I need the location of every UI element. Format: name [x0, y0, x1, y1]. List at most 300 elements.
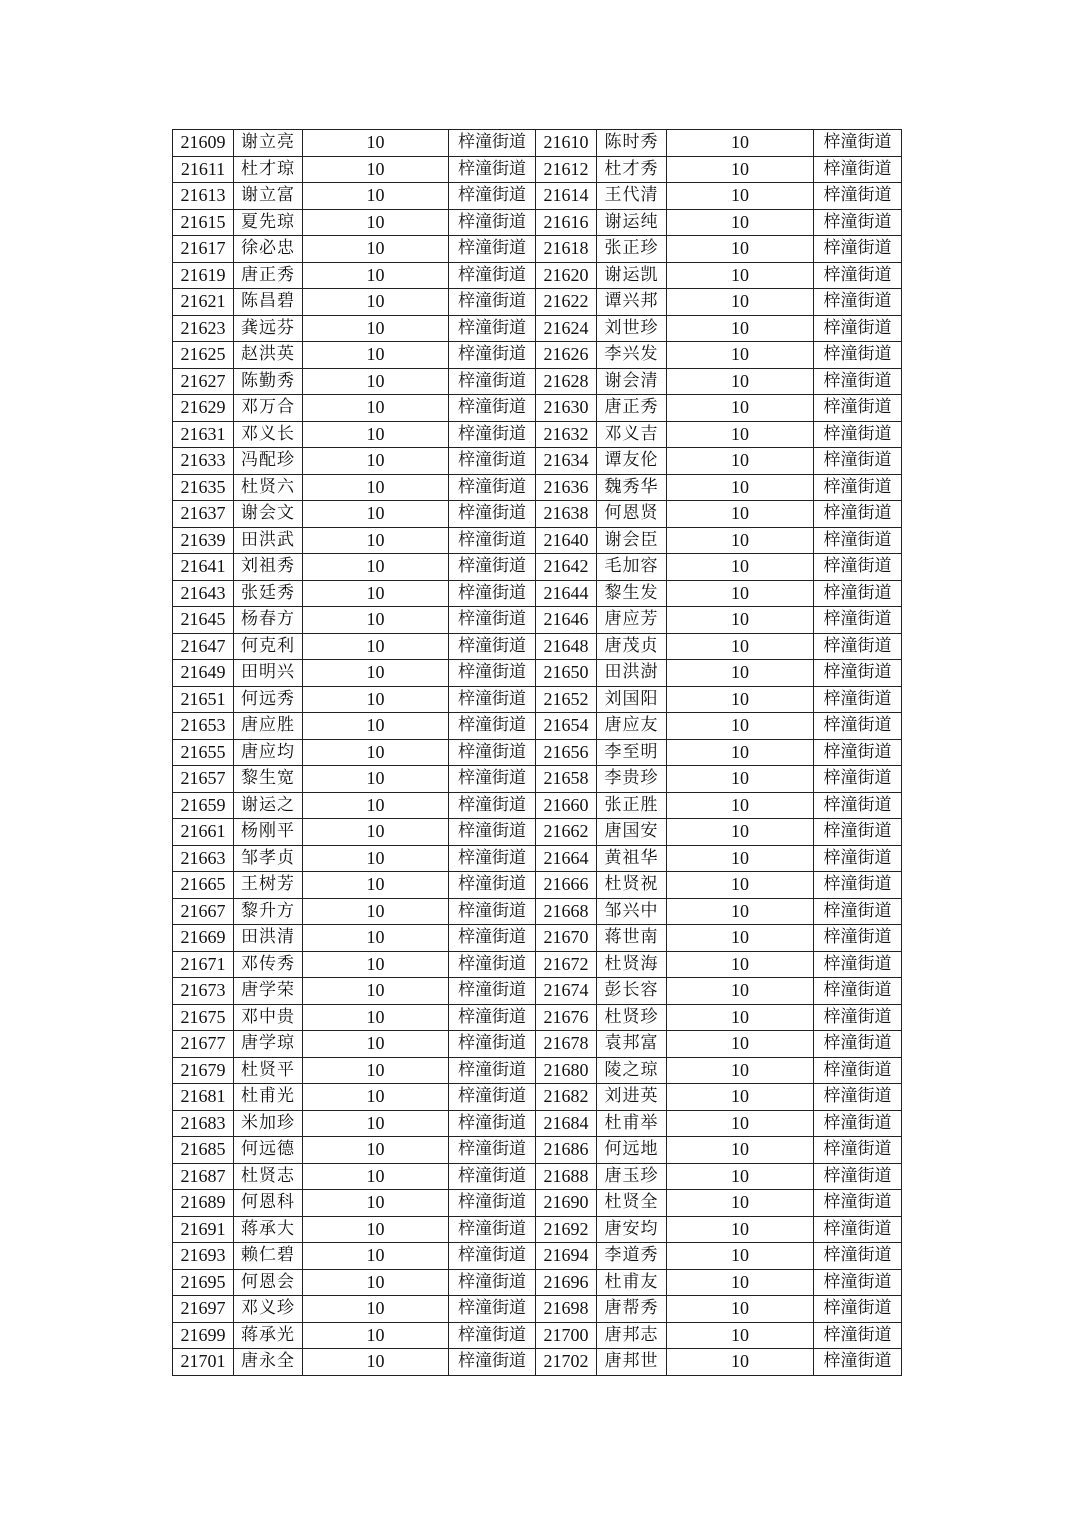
table-row: [173, 1190, 902, 1217]
street-name-cell: 梓潼街道: [449, 845, 536, 872]
amount-cell: 10: [303, 1296, 449, 1323]
person-name-cell: 杜才琼: [234, 156, 303, 183]
person-name-cell: 李道秀: [597, 1243, 667, 1270]
amount-cell: 10: [303, 1057, 449, 1084]
street-name-cell: 梓潼街道: [449, 819, 536, 846]
amount-cell: 10: [303, 580, 449, 607]
record-id-cell: 21671: [173, 951, 234, 978]
table-row: [173, 1322, 902, 1349]
table-row: [173, 1296, 902, 1323]
amount-cell: 10: [303, 633, 449, 660]
street-name-cell: 梓潼街道: [449, 1269, 536, 1296]
amount-cell: 10: [303, 739, 449, 766]
amount-cell: 10: [667, 474, 814, 501]
table-row: [173, 872, 902, 899]
person-name-cell: 谢会清: [597, 368, 667, 395]
amount-cell: 10: [303, 713, 449, 740]
table-row: [173, 395, 902, 422]
person-name-cell: 邓万合: [234, 395, 303, 422]
street-name-cell: 梓潼街道: [814, 1137, 902, 1164]
person-name-cell: 何远地: [597, 1137, 667, 1164]
person-name-cell: 冯配珍: [234, 448, 303, 475]
amount-cell: 10: [667, 554, 814, 581]
street-name-cell: 梓潼街道: [814, 951, 902, 978]
amount-cell: 10: [667, 819, 814, 846]
street-name-cell: 梓潼街道: [449, 633, 536, 660]
amount-cell: 10: [667, 925, 814, 952]
amount-cell: 10: [303, 1084, 449, 1111]
street-name-cell: 梓潼街道: [814, 819, 902, 846]
street-name-cell: 梓潼街道: [449, 580, 536, 607]
person-name-cell: 谢运凯: [597, 262, 667, 289]
record-id-cell: 21633: [173, 448, 234, 475]
record-id-cell: 21627: [173, 368, 234, 395]
amount-cell: 10: [667, 1004, 814, 1031]
amount-cell: 10: [667, 739, 814, 766]
amount-cell: 10: [303, 501, 449, 528]
person-name-cell: 谢会臣: [597, 527, 667, 554]
table-row: [173, 209, 902, 236]
street-name-cell: 梓潼街道: [449, 1322, 536, 1349]
table-row: [173, 156, 902, 183]
amount-cell: 10: [667, 898, 814, 925]
amount-cell: 10: [667, 1269, 814, 1296]
amount-cell: 10: [303, 1190, 449, 1217]
person-name-cell: 唐正秀: [234, 262, 303, 289]
amount-cell: 10: [667, 421, 814, 448]
person-name-cell: 唐帮秀: [597, 1296, 667, 1323]
person-name-cell: 蒋承光: [234, 1322, 303, 1349]
record-id-cell: 21673: [173, 978, 234, 1005]
street-name-cell: 梓潼街道: [449, 792, 536, 819]
table-row: [173, 368, 902, 395]
amount-cell: 10: [667, 845, 814, 872]
table-row: [173, 580, 902, 607]
person-name-cell: 刘祖秀: [234, 554, 303, 581]
person-name-cell: 田洪澍: [597, 660, 667, 687]
table-row: [173, 660, 902, 687]
roster-table-body: [173, 130, 902, 1376]
person-name-cell: 刘世珍: [597, 315, 667, 342]
record-id-cell: 21662: [536, 819, 597, 846]
record-id-cell: 21684: [536, 1110, 597, 1137]
street-name-cell: 梓潼街道: [814, 1190, 902, 1217]
street-name-cell: 梓潼街道: [449, 1137, 536, 1164]
record-id-cell: 21691: [173, 1216, 234, 1243]
amount-cell: 10: [303, 315, 449, 342]
record-id-cell: 21668: [536, 898, 597, 925]
record-id-cell: 21676: [536, 1004, 597, 1031]
record-id-cell: 21702: [536, 1349, 597, 1376]
street-name-cell: 梓潼街道: [449, 289, 536, 316]
table-row: [173, 739, 902, 766]
person-name-cell: 何恩科: [234, 1190, 303, 1217]
table-row: [173, 130, 902, 157]
street-name-cell: 梓潼街道: [449, 686, 536, 713]
amount-cell: 10: [667, 607, 814, 634]
amount-cell: 10: [303, 925, 449, 952]
record-id-cell: 21636: [536, 474, 597, 501]
amount-cell: 10: [303, 395, 449, 422]
street-name-cell: 梓潼街道: [814, 1031, 902, 1058]
record-id-cell: 21663: [173, 845, 234, 872]
record-id-cell: 21626: [536, 342, 597, 369]
table-row: [173, 607, 902, 634]
street-name-cell: 梓潼街道: [449, 527, 536, 554]
person-name-cell: 陈时秀: [597, 130, 667, 157]
record-id-cell: 21616: [536, 209, 597, 236]
record-id-cell: 21672: [536, 951, 597, 978]
person-name-cell: 杜贤祝: [597, 872, 667, 899]
street-name-cell: 梓潼街道: [814, 898, 902, 925]
person-name-cell: 魏秀华: [597, 474, 667, 501]
amount-cell: 10: [303, 872, 449, 899]
record-id-cell: 21686: [536, 1137, 597, 1164]
record-id-cell: 21666: [536, 872, 597, 899]
person-name-cell: 邹孝贞: [234, 845, 303, 872]
amount-cell: 10: [303, 156, 449, 183]
record-id-cell: 21632: [536, 421, 597, 448]
street-name-cell: 梓潼街道: [449, 1004, 536, 1031]
person-name-cell: 张正胜: [597, 792, 667, 819]
person-name-cell: 唐安均: [597, 1216, 667, 1243]
person-name-cell: 唐学荣: [234, 978, 303, 1005]
person-name-cell: 李至明: [597, 739, 667, 766]
street-name-cell: 梓潼街道: [814, 1243, 902, 1270]
record-id-cell: 21618: [536, 236, 597, 263]
street-name-cell: 梓潼街道: [814, 925, 902, 952]
amount-cell: 10: [303, 686, 449, 713]
record-id-cell: 21641: [173, 554, 234, 581]
person-name-cell: 李贵珍: [597, 766, 667, 793]
record-id-cell: 21655: [173, 739, 234, 766]
amount-cell: 10: [667, 766, 814, 793]
street-name-cell: 梓潼街道: [449, 898, 536, 925]
street-name-cell: 梓潼街道: [814, 686, 902, 713]
record-id-cell: 21620: [536, 262, 597, 289]
amount-cell: 10: [303, 421, 449, 448]
record-id-cell: 21631: [173, 421, 234, 448]
street-name-cell: 梓潼街道: [814, 1057, 902, 1084]
person-name-cell: 谢立亮: [234, 130, 303, 157]
record-id-cell: 21648: [536, 633, 597, 660]
street-name-cell: 梓潼街道: [449, 1031, 536, 1058]
amount-cell: 10: [303, 766, 449, 793]
street-name-cell: 梓潼街道: [814, 792, 902, 819]
table-row: [173, 1031, 902, 1058]
amount-cell: 10: [667, 580, 814, 607]
person-name-cell: 何克利: [234, 633, 303, 660]
record-id-cell: 21664: [536, 845, 597, 872]
person-name-cell: 刘国阳: [597, 686, 667, 713]
table-row: [173, 1163, 902, 1190]
amount-cell: 10: [667, 209, 814, 236]
table-row: [173, 792, 902, 819]
person-name-cell: 唐应均: [234, 739, 303, 766]
table-row: [173, 686, 902, 713]
person-name-cell: 邓义珍: [234, 1296, 303, 1323]
amount-cell: 10: [303, 183, 449, 210]
person-name-cell: 唐应胜: [234, 713, 303, 740]
street-name-cell: 梓潼街道: [449, 1190, 536, 1217]
street-name-cell: 梓潼街道: [814, 607, 902, 634]
person-name-cell: 邓义吉: [597, 421, 667, 448]
amount-cell: 10: [667, 792, 814, 819]
street-name-cell: 梓潼街道: [449, 1057, 536, 1084]
street-name-cell: 梓潼街道: [449, 183, 536, 210]
amount-cell: 10: [667, 501, 814, 528]
record-id-cell: 21699: [173, 1322, 234, 1349]
table-row: [173, 554, 902, 581]
record-id-cell: 21679: [173, 1057, 234, 1084]
amount-cell: 10: [667, 289, 814, 316]
amount-cell: 10: [303, 342, 449, 369]
record-id-cell: 21698: [536, 1296, 597, 1323]
person-name-cell: 唐学琼: [234, 1031, 303, 1058]
street-name-cell: 梓潼街道: [449, 713, 536, 740]
record-id-cell: 21625: [173, 342, 234, 369]
record-id-cell: 21675: [173, 1004, 234, 1031]
record-id-cell: 21617: [173, 236, 234, 263]
table-row: [173, 421, 902, 448]
record-id-cell: 21700: [536, 1322, 597, 1349]
amount-cell: 10: [667, 1190, 814, 1217]
amount-cell: 10: [303, 845, 449, 872]
record-id-cell: 21637: [173, 501, 234, 528]
record-id-cell: 21692: [536, 1216, 597, 1243]
street-name-cell: 梓潼街道: [814, 554, 902, 581]
amount-cell: 10: [667, 315, 814, 342]
person-name-cell: 谭友伦: [597, 448, 667, 475]
amount-cell: 10: [303, 1163, 449, 1190]
street-name-cell: 梓潼街道: [449, 130, 536, 157]
person-name-cell: 袁邦富: [597, 1031, 667, 1058]
record-id-cell: 21612: [536, 156, 597, 183]
street-name-cell: 梓潼街道: [814, 713, 902, 740]
person-name-cell: 谢会文: [234, 501, 303, 528]
table-row: [173, 819, 902, 846]
amount-cell: 10: [303, 1243, 449, 1270]
person-name-cell: 毛加容: [597, 554, 667, 581]
record-id-cell: 21658: [536, 766, 597, 793]
person-name-cell: 黎升方: [234, 898, 303, 925]
person-name-cell: 杜贤平: [234, 1057, 303, 1084]
record-id-cell: 21680: [536, 1057, 597, 1084]
table-row: [173, 898, 902, 925]
table-row: [173, 262, 902, 289]
person-name-cell: 唐茂贞: [597, 633, 667, 660]
record-id-cell: 21677: [173, 1031, 234, 1058]
street-name-cell: 梓潼街道: [814, 183, 902, 210]
street-name-cell: 梓潼街道: [449, 342, 536, 369]
table-row: [173, 1110, 902, 1137]
record-id-cell: 21644: [536, 580, 597, 607]
record-id-cell: 21609: [173, 130, 234, 157]
amount-cell: 10: [667, 156, 814, 183]
amount-cell: 10: [667, 130, 814, 157]
record-id-cell: 21665: [173, 872, 234, 899]
record-id-cell: 21629: [173, 395, 234, 422]
person-name-cell: 唐邦志: [597, 1322, 667, 1349]
table-row: [173, 951, 902, 978]
record-id-cell: 21701: [173, 1349, 234, 1376]
record-id-cell: 21656: [536, 739, 597, 766]
roster-table: [172, 129, 902, 1376]
person-name-cell: 杜贤珍: [597, 1004, 667, 1031]
table-row: [173, 236, 902, 263]
person-name-cell: 邓义长: [234, 421, 303, 448]
street-name-cell: 梓潼街道: [814, 1084, 902, 1111]
table-row: [173, 474, 902, 501]
street-name-cell: 梓潼街道: [814, 209, 902, 236]
record-id-cell: 21682: [536, 1084, 597, 1111]
amount-cell: 10: [303, 474, 449, 501]
table-row: [173, 527, 902, 554]
street-name-cell: 梓潼街道: [814, 1322, 902, 1349]
street-name-cell: 梓潼街道: [814, 633, 902, 660]
amount-cell: 10: [303, 819, 449, 846]
record-id-cell: 21646: [536, 607, 597, 634]
record-id-cell: 21685: [173, 1137, 234, 1164]
amount-cell: 10: [667, 1057, 814, 1084]
person-name-cell: 黎生宽: [234, 766, 303, 793]
table-row: [173, 289, 902, 316]
record-id-cell: 21642: [536, 554, 597, 581]
person-name-cell: 夏先琼: [234, 209, 303, 236]
record-id-cell: 21660: [536, 792, 597, 819]
street-name-cell: 梓潼街道: [814, 580, 902, 607]
person-name-cell: 张廷秀: [234, 580, 303, 607]
person-name-cell: 邓中贵: [234, 1004, 303, 1031]
record-id-cell: 21683: [173, 1110, 234, 1137]
person-name-cell: 杜贤志: [234, 1163, 303, 1190]
record-id-cell: 21669: [173, 925, 234, 952]
street-name-cell: 梓潼街道: [814, 1269, 902, 1296]
table-row: [173, 633, 902, 660]
street-name-cell: 梓潼街道: [449, 766, 536, 793]
amount-cell: 10: [667, 262, 814, 289]
person-name-cell: 杜贤六: [234, 474, 303, 501]
person-name-cell: 唐玉珍: [597, 1163, 667, 1190]
street-name-cell: 梓潼街道: [814, 1004, 902, 1031]
person-name-cell: 蒋世南: [597, 925, 667, 952]
person-name-cell: 何恩贤: [597, 501, 667, 528]
amount-cell: 10: [303, 978, 449, 1005]
table-row: [173, 1137, 902, 1164]
street-name-cell: 梓潼街道: [449, 1349, 536, 1376]
record-id-cell: 21615: [173, 209, 234, 236]
amount-cell: 10: [303, 209, 449, 236]
person-name-cell: 彭长容: [597, 978, 667, 1005]
amount-cell: 10: [667, 660, 814, 687]
record-id-cell: 21623: [173, 315, 234, 342]
street-name-cell: 梓潼街道: [814, 368, 902, 395]
record-id-cell: 21652: [536, 686, 597, 713]
person-name-cell: 田洪武: [234, 527, 303, 554]
street-name-cell: 梓潼街道: [449, 315, 536, 342]
person-name-cell: 赵洪英: [234, 342, 303, 369]
amount-cell: 10: [303, 951, 449, 978]
person-name-cell: 徐必忠: [234, 236, 303, 263]
record-id-cell: 21674: [536, 978, 597, 1005]
amount-cell: 10: [667, 951, 814, 978]
table-row: [173, 766, 902, 793]
person-name-cell: 唐邦世: [597, 1349, 667, 1376]
person-name-cell: 龚远芬: [234, 315, 303, 342]
street-name-cell: 梓潼街道: [814, 1296, 902, 1323]
street-name-cell: 梓潼街道: [814, 1163, 902, 1190]
person-name-cell: 刘进英: [597, 1084, 667, 1111]
person-name-cell: 何恩会: [234, 1269, 303, 1296]
record-id-cell: 21693: [173, 1243, 234, 1270]
person-name-cell: 邓传秀: [234, 951, 303, 978]
record-id-cell: 21659: [173, 792, 234, 819]
amount-cell: 10: [667, 1031, 814, 1058]
amount-cell: 10: [303, 1349, 449, 1376]
street-name-cell: 梓潼街道: [814, 289, 902, 316]
street-name-cell: 梓潼街道: [449, 1243, 536, 1270]
amount-cell: 10: [303, 289, 449, 316]
record-id-cell: 21694: [536, 1243, 597, 1270]
table-row: [173, 713, 902, 740]
street-name-cell: 梓潼街道: [814, 1349, 902, 1376]
person-name-cell: 杨春方: [234, 607, 303, 634]
street-name-cell: 梓潼街道: [814, 342, 902, 369]
table-row: [173, 501, 902, 528]
street-name-cell: 梓潼街道: [449, 554, 536, 581]
street-name-cell: 梓潼街道: [449, 660, 536, 687]
street-name-cell: 梓潼街道: [449, 978, 536, 1005]
street-name-cell: 梓潼街道: [814, 978, 902, 1005]
person-name-cell: 田明兴: [234, 660, 303, 687]
amount-cell: 10: [303, 262, 449, 289]
record-id-cell: 21651: [173, 686, 234, 713]
person-name-cell: 王代清: [597, 183, 667, 210]
amount-cell: 10: [303, 1004, 449, 1031]
street-name-cell: 梓潼街道: [814, 1110, 902, 1137]
table-row: [173, 1216, 902, 1243]
street-name-cell: 梓潼街道: [814, 262, 902, 289]
person-name-cell: 唐应芳: [597, 607, 667, 634]
amount-cell: 10: [303, 527, 449, 554]
amount-cell: 10: [667, 368, 814, 395]
amount-cell: 10: [667, 395, 814, 422]
record-id-cell: 21654: [536, 713, 597, 740]
street-name-cell: 梓潼街道: [449, 607, 536, 634]
amount-cell: 10: [667, 713, 814, 740]
amount-cell: 10: [303, 368, 449, 395]
street-name-cell: 梓潼街道: [449, 395, 536, 422]
person-name-cell: 杜贤海: [597, 951, 667, 978]
person-name-cell: 陈昌碧: [234, 289, 303, 316]
record-id-cell: 21696: [536, 1269, 597, 1296]
street-name-cell: 梓潼街道: [449, 1163, 536, 1190]
street-name-cell: 梓潼街道: [814, 315, 902, 342]
record-id-cell: 21624: [536, 315, 597, 342]
amount-cell: 10: [303, 898, 449, 925]
person-name-cell: 谢运纯: [597, 209, 667, 236]
record-id-cell: 21647: [173, 633, 234, 660]
record-id-cell: 21697: [173, 1296, 234, 1323]
street-name-cell: 梓潼街道: [814, 130, 902, 157]
street-name-cell: 梓潼街道: [814, 845, 902, 872]
record-id-cell: 21667: [173, 898, 234, 925]
street-name-cell: 梓潼街道: [814, 421, 902, 448]
street-name-cell: 梓潼街道: [449, 368, 536, 395]
person-name-cell: 王树芳: [234, 872, 303, 899]
street-name-cell: 梓潼街道: [814, 474, 902, 501]
person-name-cell: 谢运之: [234, 792, 303, 819]
